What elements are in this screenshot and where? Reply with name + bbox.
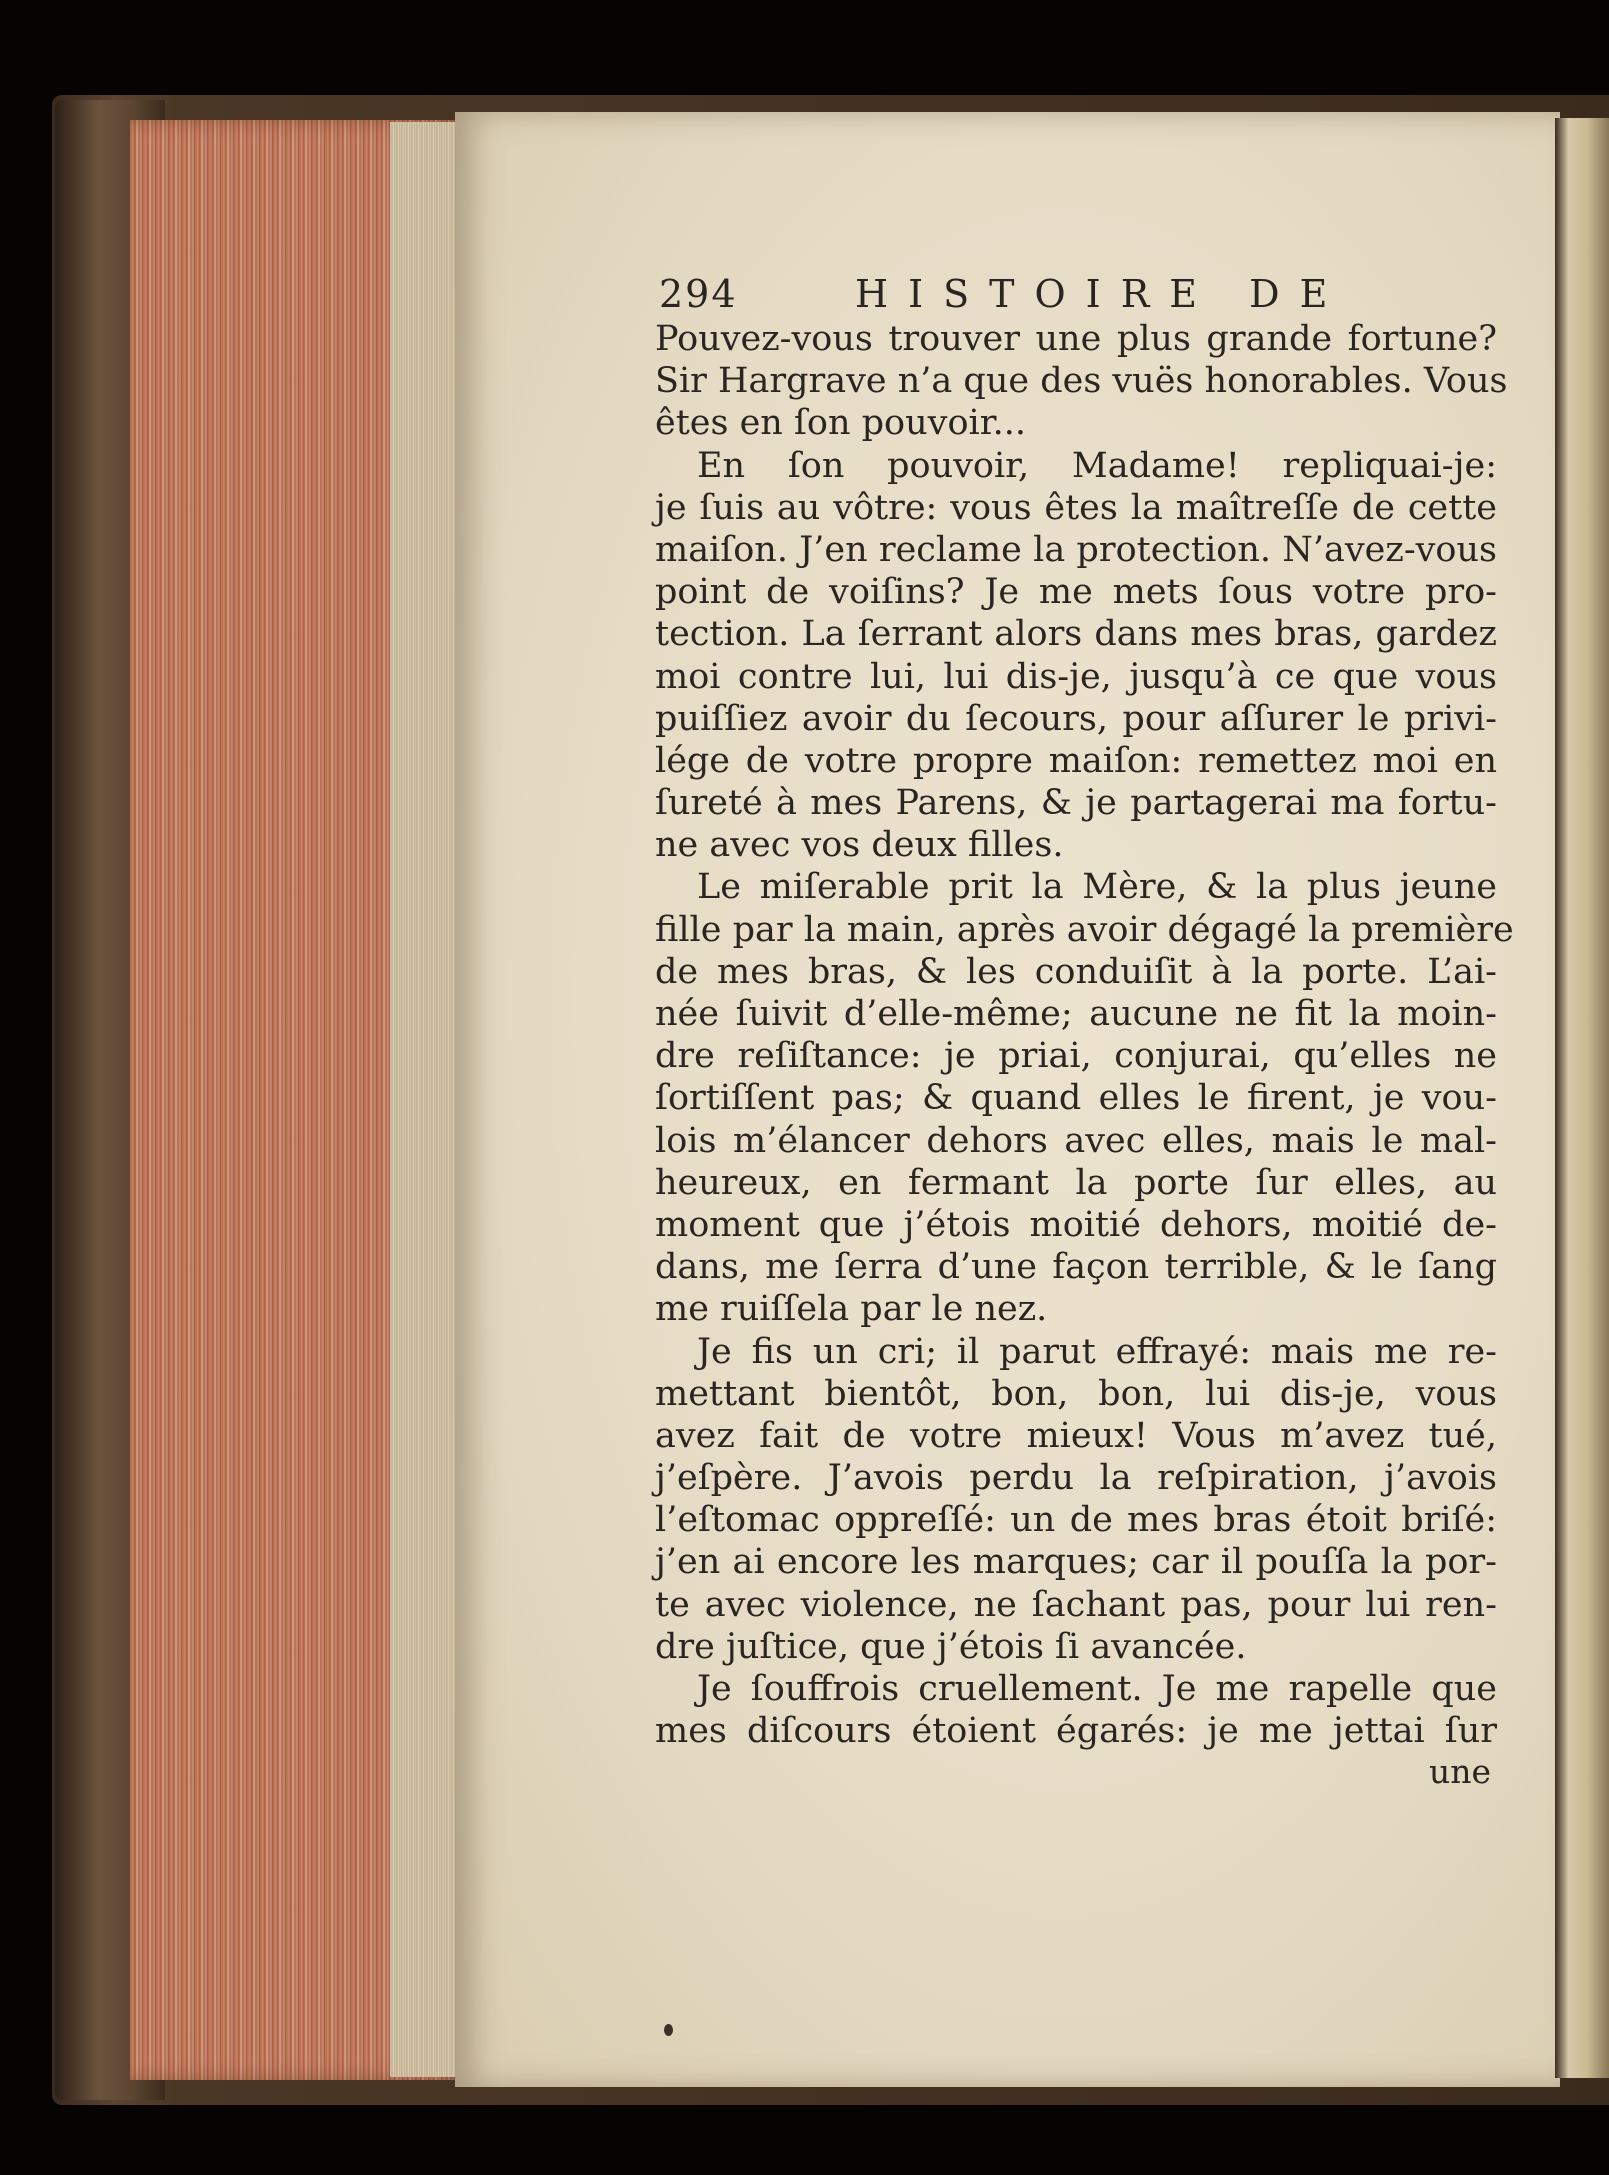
text-line: En ſon pouvoir, Madame! repliquai-je: <box>697 445 1497 486</box>
text-line: mettant bientôt, bon, bon, lui dis-je, vous <box>655 1373 1497 1414</box>
page-number: 294 <box>659 272 738 316</box>
text-line: me ruiſſela par le nez. <box>655 1289 1048 1330</box>
text-line: dre juſtice, que j’étois ſi avancée. <box>655 1626 1247 1667</box>
text-line: j’en ai encore les marques; car il pouſſa la por- <box>655 1542 1497 1583</box>
text-line: lége de votre propre maiſon: remettez moi en <box>655 740 1497 781</box>
text-line: j’eſpère. J’avois perdu la reſpiration, j’avois <box>655 1458 1497 1499</box>
text-line: avez fait de votre mieux! Vous m’avez tué, <box>655 1415 1497 1456</box>
text-line: l’eſtomac oppreſſé: un de mes bras étoit briſé: <box>655 1500 1497 1541</box>
text-line: moment que j’étois moitié dehors, moitié de- <box>655 1204 1497 1245</box>
text-line: lois m’élancer dehors avec elles, mais le mal- <box>655 1120 1497 1161</box>
text-line: dans, me ſerra d’une façon terrible, & le ſang <box>655 1247 1497 1288</box>
text-line: Je ſouffrois cruellement. Je me rapelle que <box>697 1669 1497 1709</box>
text-line: tection. La ſerrant alors dans mes bras, gardez <box>655 614 1497 655</box>
running-title: HISTOIRE DE <box>855 272 1348 316</box>
text-line: fille par la main, après avoir dégagé la première <box>655 909 1514 950</box>
text-line: dre reſiſtance: je priai, conjurai, qu’elles ne <box>655 1036 1497 1077</box>
catchword: une <box>1428 1752 1491 1792</box>
text-line: je ſuis au vôtre: vous êtes la maîtreſſe de cette <box>655 487 1497 528</box>
text-line: ſureté à mes Parens, & je partagerai ma fortu- <box>655 783 1497 824</box>
text-line: puiſſiez avoir du ſecours, pour aſſurer le privi- <box>655 698 1497 739</box>
text-line: Je fis un cri; il parut effrayé: mais me re- <box>697 1331 1497 1372</box>
facing-page-edge <box>1555 118 1609 2078</box>
ink-spot <box>664 2024 673 2036</box>
text-line: de mes bras, & les conduiſit à la porte. L’ai- <box>655 951 1497 992</box>
running-head <box>655 272 1497 316</box>
text-line: moi contre lui, lui dis-je, jusqu’à ce que vous <box>655 656 1497 697</box>
page-stack-paper-edges <box>390 122 460 2077</box>
text-line: heureux, en fermant la porte ſur elles, au <box>655 1162 1497 1203</box>
text-line: Le miſerable prit la Mère, & la plus jeune <box>697 867 1497 908</box>
page-text-block <box>655 272 1514 1792</box>
text-line: mes diſcours étoient égarés: je me jettai ſur <box>655 1711 1497 1752</box>
text-line: ne avec vos deux filles. <box>655 825 1064 866</box>
text-line: Sir Hargrave n’a que des vuës honorables. Vous <box>655 361 1508 402</box>
text-line: point de voiſins? Je me mets ſous votre pro- <box>655 572 1497 613</box>
text-line: ſortiſſent pas; & quand elles le firent, je vou- <box>655 1078 1497 1119</box>
text-line: Pouvez-vous trouver une plus grande fortune? <box>655 319 1497 359</box>
text-line: êtes en ſon pouvoir... <box>655 403 1026 444</box>
text-line: te avec violence, ne ſachant pas, pour lui ren- <box>655 1584 1497 1625</box>
text-line: maiſon. J’en reclame la protection. N’avez-vous <box>655 529 1497 570</box>
body-text <box>655 318 1514 1752</box>
text-line: née ſuivit d’elle-même; aucune ne fit la moin- <box>655 994 1497 1034</box>
